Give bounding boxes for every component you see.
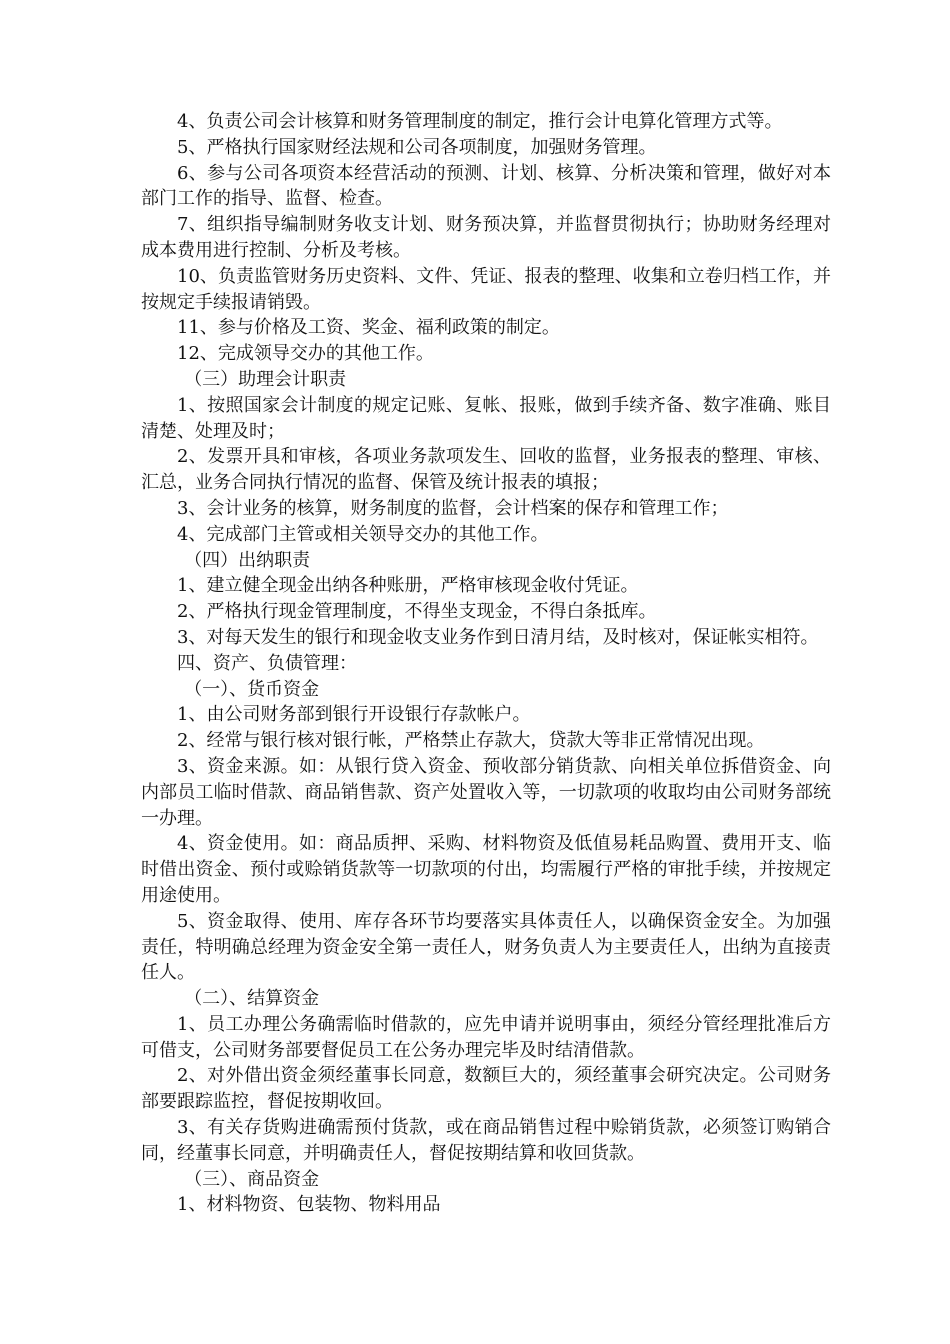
paragraph: 5、资金取得、使用、库存各环节均要落实具体责任人，以确保资金安全。为加强责任，特明确总经理为资金安全第一责任人，财务负责人为主要责任人，出纳为直接责任人。 bbox=[141, 910, 831, 984]
section-heading: （四）出纳职责 bbox=[184, 549, 311, 571]
paragraph: 3、对每天发生的银行和现金收支业务作到日清月结，及时核对，保证帐实相符。 bbox=[177, 626, 819, 648]
paragraph: 4、负责公司会计核算和财务管理制度的制定，推行会计电算化管理方式等。 bbox=[177, 111, 783, 132]
paragraph: 2、经常与银行核对银行帐，严格禁止存款大，贷款大等非正常情况出现。 bbox=[177, 730, 765, 752]
paragraph: 5、严格执行国家财经法规和公司各项制度，加强财务管理。 bbox=[177, 136, 657, 158]
paragraph: 1、建立健全现金出纳各种账册，严格审核现金收付凭证。 bbox=[177, 575, 639, 597]
paragraph: 3、资金来源。如：从银行贷入资金、预收部分销货款、向相关单位拆借资金、向内部员工临时借款、商品销售款、资产处置收入等，一切款项的收取均由公司财务部统一办理。 bbox=[141, 755, 831, 829]
paragraph: 11、参与价格及工资、奖金、福利政策的制定。 bbox=[177, 317, 560, 339]
paragraph: 10、负责监管财务历史资料、文件、凭证、报表的整理、收集和立卷归档工作，并按规定手续报请销毁。 bbox=[141, 265, 831, 313]
section-heading: （一）、货币资金 bbox=[184, 678, 320, 700]
paragraph: 2、严格执行现金管理制度，不得坐支现金，不得白条抵库。 bbox=[177, 601, 657, 623]
paragraph: 6、参与公司各项资本经营活动的预测、计划、核算、分析决策和管理，做好对本部门工作的指导、监督、检查。 bbox=[141, 162, 831, 210]
paragraph: 1、员工办理公务确需临时借款的，应先申请并说明事由，须经分管经理批准后方可借支，公司财务部要督促员工在公务办理完毕及时结清借款。 bbox=[141, 1013, 831, 1061]
section-heading: （三）、商品资金 bbox=[184, 1168, 320, 1190]
document-body bbox=[141, 109, 831, 1218]
section-heading: （三）助理会计职责 bbox=[184, 368, 347, 390]
paragraph: 3、有关存货购进确需预付货款，或在商品销售过程中赊销货款，必须签订购销合同，经董事长同意，并明确责任人，督促按期结算和收回货款。 bbox=[141, 1117, 831, 1164]
paragraph: 4、资金使用。如：商品质押、采购、材料物资及低值易耗品购置、费用开支、临时借出资金、预付或赊销货款等一切款项的付出，均需履行严格的审批手续，并按规定用途使用。 bbox=[141, 833, 831, 906]
paragraph: 12、完成领导交办的其他工作。 bbox=[177, 343, 434, 365]
paragraph: 2、对外借出资金须经董事长同意，数额巨大的，须经董事会研究决定。公司财务部要跟踪监控，督促按期收回。 bbox=[141, 1065, 831, 1113]
paragraph: 3、会计业务的核算，财务制度的监督，会计档案的保存和管理工作； bbox=[177, 497, 729, 519]
section-heading: （二）、结算资金 bbox=[184, 988, 320, 1010]
paragraph: 1、材料物资、包装物、物料用品 bbox=[177, 1194, 441, 1216]
paragraph: 1、由公司财务部到银行开设银行存款帐户。 bbox=[177, 704, 531, 726]
paragraph: 4、完成部门主管或相关领导交办的其他工作。 bbox=[177, 523, 549, 545]
paragraph: 1、按照国家会计制度的规定记账、复帐、报账，做到手续齐备、数字准确、账目清楚、处理及时； bbox=[141, 394, 831, 442]
paragraph: 2、发票开具和审核，各项业务款项发生、回收的监督，业务报表的整理、审核、汇总，业务合同执行情况的监督、保管及统计报表的填报； bbox=[141, 446, 831, 494]
paragraph: 7、组织指导编制财务收支计划、财务预决算，并监督贯彻执行；协助财务经理对成本费用进行控制、分析及考核。 bbox=[141, 214, 831, 261]
chapter-heading: 四、资产、负债管理： bbox=[177, 652, 357, 674]
